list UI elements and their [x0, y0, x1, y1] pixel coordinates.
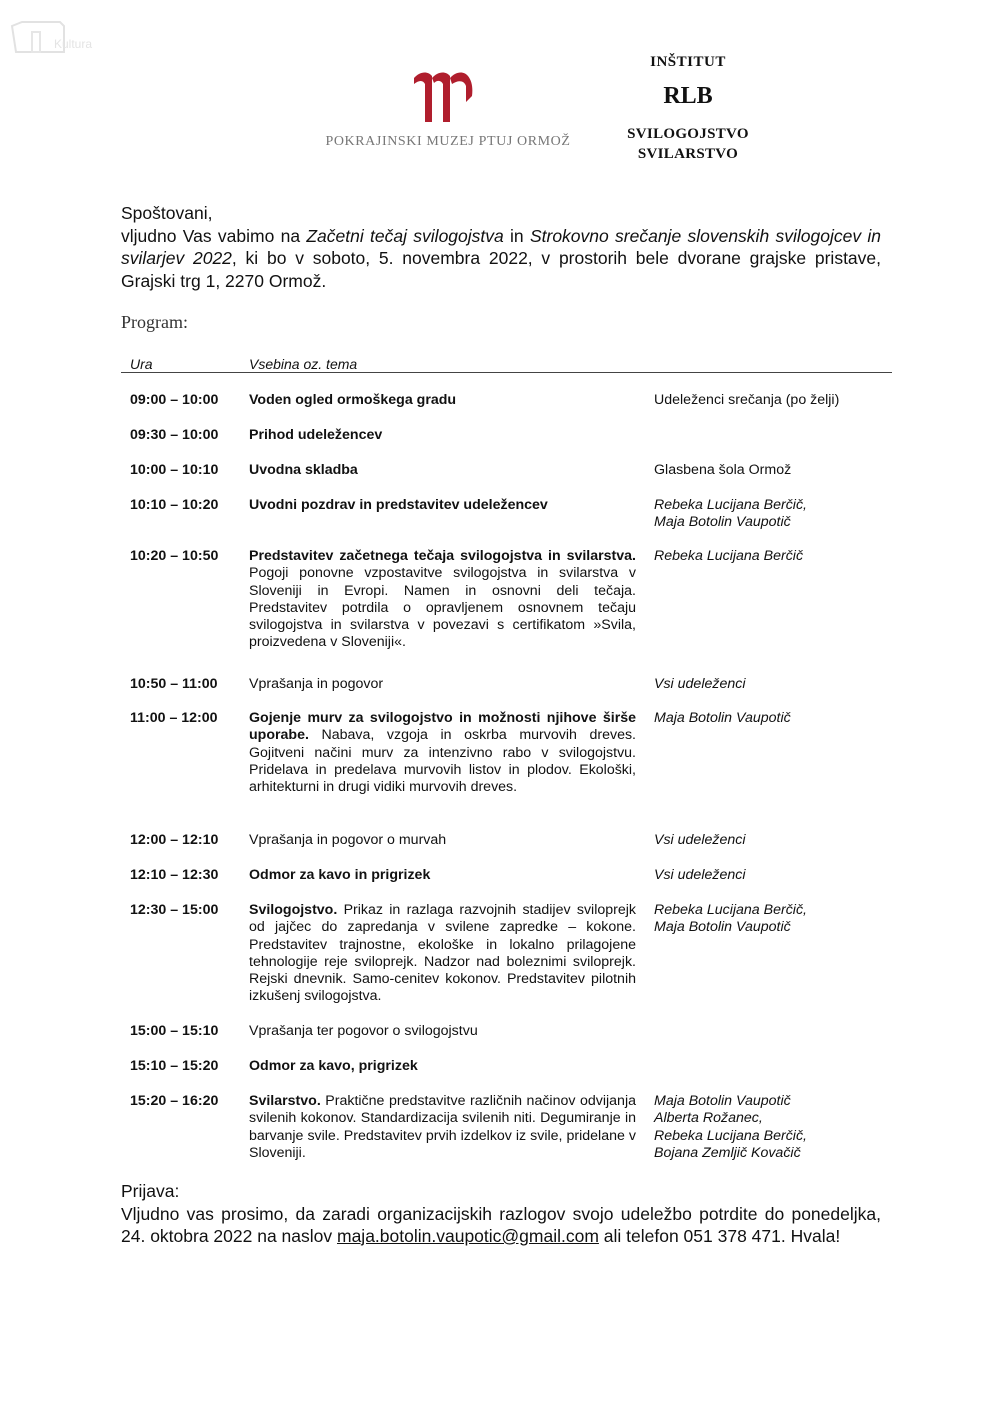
row-topic-description: Praktične predstavitve različnih načinov odvijanja svilenih kokonov. Standardizacija svilenih niti. Degumiranje in barvanje svile. Predstavitev prvih izdelkov iz svile, pridelane v Sloveniji. — [249, 1093, 636, 1161]
row-topic — [249, 902, 636, 1006]
row-time: 12:00 – 12:10 — [130, 832, 219, 848]
invitation-intro — [121, 202, 881, 292]
row-topic-description: Prikaz in razlaga razvojnih stadijev sviloprejk od jajčec do zapredanja v svilene zapredke – kokone. Predstavitev trajnostne, ekološke in lokalno prilagojene tehnologije reje sviloprejk. Nadzor nad boleznimi sviloprejk. Rejski dnevnik. Samo-cenitev kokonov. Predstavitev pilotnih izkušenj svilogojstva. — [249, 902, 636, 1005]
museum-emblem-icon — [414, 72, 478, 130]
watermark-logo — [10, 12, 110, 60]
row-topic-title: Svilarstvo. — [249, 1093, 321, 1109]
svg-text:Kultura: Kultura — [54, 37, 93, 51]
row-topic-title: Prihod udeležencev — [249, 427, 383, 443]
invitation-text-part: vljudno Vas vabimo na — [121, 225, 307, 246]
institute-line-3: SVILOGOJSTVO — [627, 126, 749, 142]
row-topic — [249, 710, 636, 796]
institute-heading — [600, 54, 776, 164]
row-topic — [249, 392, 636, 409]
signup-text-part: Vljudno vas prosimo, da zaradi organizacijskih razlogov svojo udeležbo potrdite do ponedeljka, 24. oktobra 2022 na naslov — [121, 1203, 881, 1246]
row-topic — [249, 676, 636, 693]
signup-section — [121, 1180, 881, 1248]
row-time: 10:20 – 10:50 — [130, 548, 219, 564]
row-topic-title: Gojenje murv za svilogojstvo in možnosti njihove širše uporabe. — [249, 710, 636, 744]
row-time: 09:30 – 10:00 — [130, 427, 219, 443]
meeting-name: Strokovno srečanje slovenskih svilogojcev in svilarjev 2022 — [121, 225, 881, 268]
row-presenter: Rebeka Lucijana Berčič, Maja Botolin Vaupotič — [654, 902, 807, 936]
row-topic — [249, 462, 636, 479]
row-time: 15:20 – 16:20 — [130, 1093, 219, 1109]
row-time: 10:10 – 10:20 — [130, 497, 219, 513]
row-topic — [249, 427, 636, 444]
institute-line-1: INŠTITUT — [650, 54, 726, 70]
row-topic-description: Vprašanja in pogovor — [249, 676, 384, 692]
row-topic-title: Odmor za kavo, prigrizek — [249, 1058, 418, 1074]
row-topic-description: Vprašanja ter pogovor o svilogojstvu — [249, 1023, 478, 1039]
row-presenter: Vsi udeleženci — [654, 832, 746, 848]
course-name: Začetni tečaj svilogojstva — [306, 225, 504, 246]
row-topic-title: Svilogojstvo. — [249, 902, 338, 918]
museum-logo — [318, 72, 578, 152]
row-presenter: Vsi udeleženci — [654, 867, 746, 883]
row-topic — [249, 1093, 636, 1162]
invitation-text — [121, 225, 881, 293]
program-table-header — [121, 356, 892, 373]
row-presenter: Maja Botolin Vaupotič — [654, 710, 791, 726]
row-presenter: Rebeka Lucijana Berčič, Maja Botolin Vaupotič — [654, 497, 807, 531]
row-topic-title: Uvodni pozdrav in predstavitev udeležencev — [249, 497, 548, 513]
column-header-topic: Vsebina oz. tema — [249, 356, 358, 372]
row-topic-description: Vprašanja in pogovor o murvah — [249, 832, 447, 848]
signup-email-link[interactable]: maja.botolin.vaupotic@gmail.com — [337, 1226, 599, 1246]
row-presenter: Rebeka Lucijana Berčič — [654, 548, 804, 564]
signup-text-part: ali telefon 051 378 471. Hvala! — [598, 1226, 841, 1246]
institute-line-2: RLB — [663, 83, 713, 109]
row-topic-title: Uvodna skladba — [249, 462, 358, 478]
row-time: 12:30 – 15:00 — [130, 902, 219, 918]
row-topic — [249, 1023, 636, 1040]
invitation-text-part: in — [503, 225, 530, 246]
row-presenter: Vsi udeleženci — [654, 676, 746, 692]
invitation-text-part: , ki bo v soboto, 5. novembra 2022, v prostorih bele dvorane grajske pristave, Grajski trg 1, 2270 Ormož. — [121, 248, 882, 291]
row-time: 10:00 – 10:10 — [130, 462, 219, 478]
museum-name: POKRAJINSKI MUZEJ PTUJ ORMOŽ — [325, 134, 571, 149]
row-topic — [249, 1058, 636, 1075]
greeting: Spoštovani, — [121, 203, 213, 223]
row-presenter: Glasbena šola Ormož — [654, 462, 792, 478]
row-topic-title: Voden ogled ormoškega gradu — [249, 392, 457, 408]
institute-line-4: SVILARSTVO — [637, 146, 739, 162]
row-time: 11:00 – 12:00 — [130, 710, 218, 726]
row-presenter: Maja Botolin Vaupotič Alberta Rožanec, Rebeka Lucijana Berčič, Bojana Zemljič Kovačič — [654, 1093, 807, 1161]
row-topic — [249, 832, 636, 849]
row-topic-description: Pogoji ponovne vzpostavitve svilogojstva in svilarstva v Sloveniji in Evropi. Namen in osnovni deli tečaja. Predstavitev potrdila o opravljenem osnovnem tečaju svilogojstva in svilarstva v povezavi s certifikatom »Svila, proizvedena v Sloveniji«. — [249, 565, 636, 651]
program-label: Program: — [121, 312, 188, 332]
row-time: 15:10 – 15:20 — [130, 1058, 219, 1074]
row-topic-title: Odmor za kavo in prigrizek — [249, 867, 431, 883]
row-topic — [249, 867, 636, 884]
signup-text — [121, 1203, 881, 1248]
row-presenter: Udeleženci srečanja (po želji) — [654, 392, 840, 408]
row-time: 15:00 – 15:10 — [130, 1023, 219, 1039]
row-time: 10:50 – 11:00 — [130, 676, 218, 692]
signup-label: Prijava: — [121, 1181, 180, 1201]
row-topic — [249, 497, 636, 514]
row-topic-description: Nabava, vzgoja in oskrba murvovih dreves. Gojitveni načini murv za intenzivno rabo v svilogojstvu. Pridelava in predelava murvovih listov in plodov. Ekološki, arhitekturni in drugi vidiki murvovih dreves. — [249, 727, 636, 796]
row-topic-title: Predstavitev začetnega tečaja svilogojstva in svilarstva. — [249, 548, 636, 564]
row-topic — [249, 548, 636, 652]
row-time: 09:00 – 10:00 — [130, 392, 219, 408]
row-time: 12:10 – 12:30 — [130, 867, 219, 883]
column-header-time: Ura — [130, 356, 153, 372]
